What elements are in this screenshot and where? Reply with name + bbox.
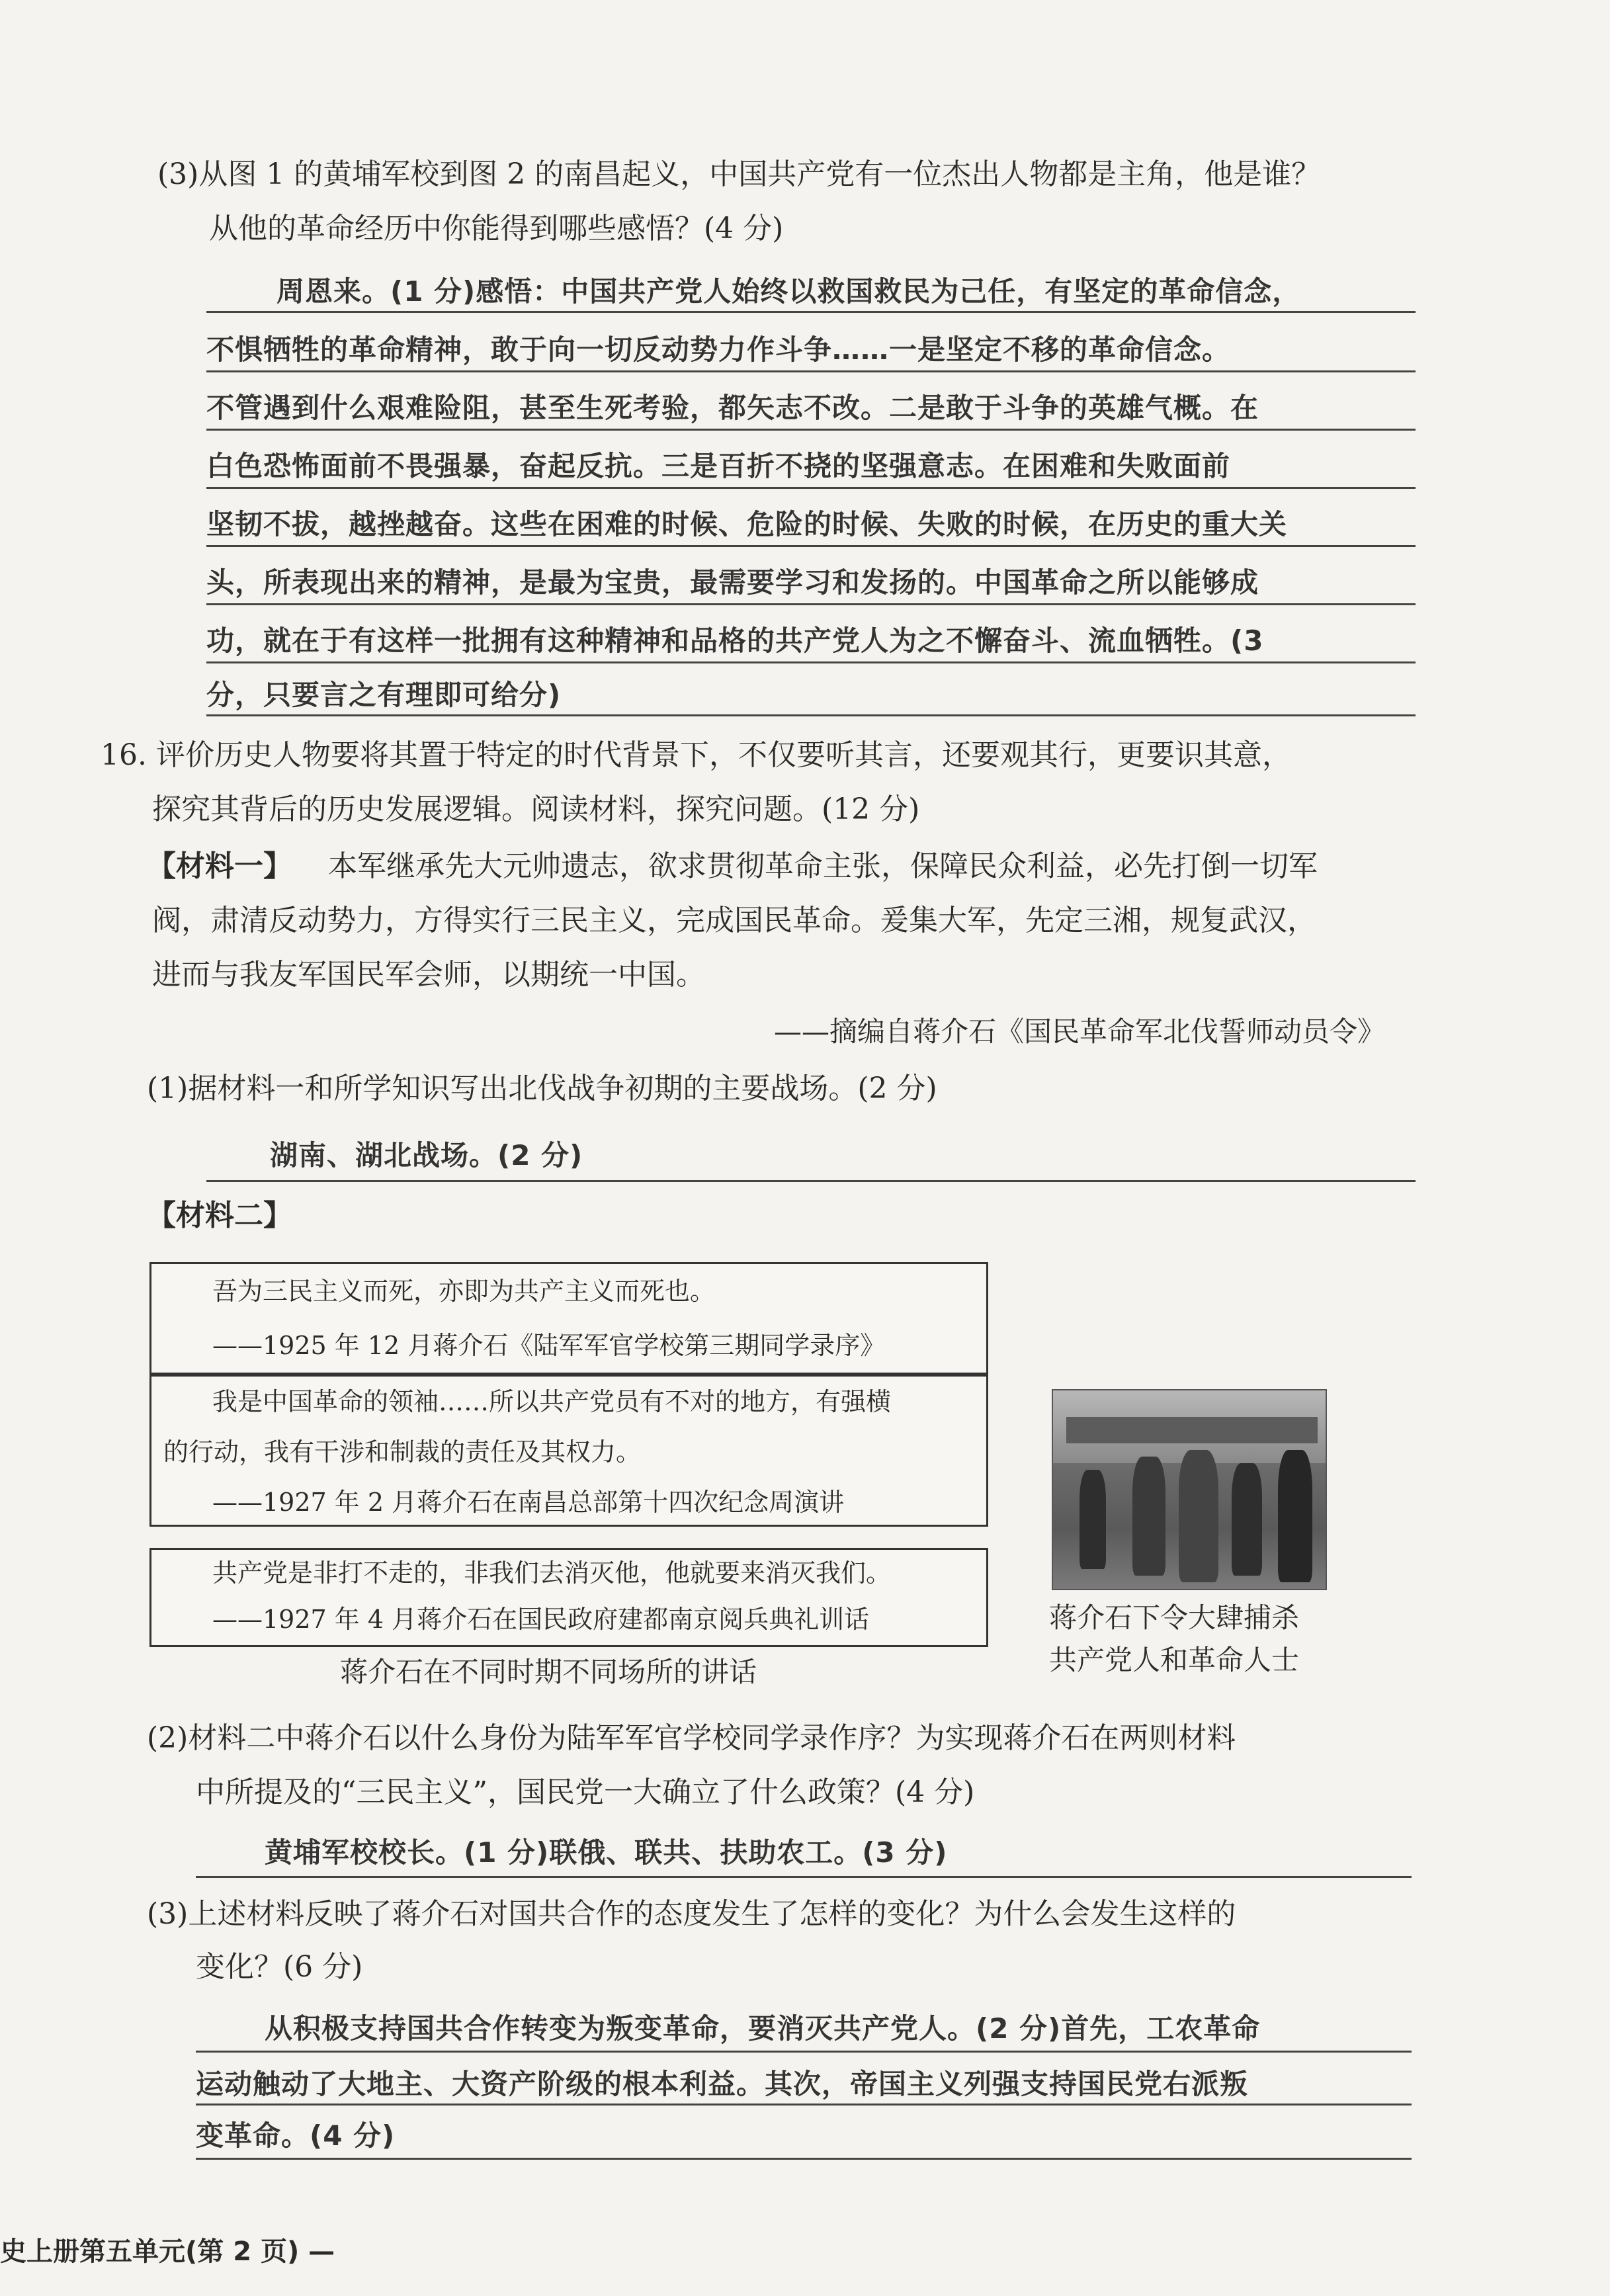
answer-line: 周恩来。(1 分)感悟：中国共产党人始终以救国救民为己任，有坚定的革命信念， xyxy=(276,275,1301,308)
photo-figure xyxy=(1278,1450,1312,1582)
answer-line: 功，就在于有这样一批拥有这种精神和品格的共产党人为之不懈奋斗、流血牺牲。(3 xyxy=(206,624,1264,657)
historical-photo xyxy=(1052,1389,1327,1590)
answer-line: 分，只要言之有理即可给分) xyxy=(206,679,562,711)
material1-line2: 阀，肃清反动势力，方得实行三民主义，完成国民革命。爰集大军，先定三湘，规复武汉， xyxy=(152,904,1316,937)
answer-line: 头，所表现出来的精神，是最为宝贵，最需要学习和发扬的。中国革命之所以能够成 xyxy=(206,566,1259,599)
photo-figure xyxy=(1132,1457,1165,1576)
answer-underline xyxy=(206,1180,1416,1182)
quote-source: ——1927 年 2 月蒋介石在南昌总部第十四次纪念周演讲 xyxy=(212,1488,845,1517)
answer-line: 变革命。(4 分) xyxy=(196,2119,396,2152)
photo-buildings xyxy=(1066,1417,1318,1443)
answer-underline xyxy=(206,545,1416,547)
page-footer: 史上册第五单元(第 2 页) — xyxy=(0,2236,335,2267)
answer-line: 从积极支持国共合作转变为叛变革命，要消灭共产党人。(2 分)首先，工农革命 xyxy=(265,2012,1261,2045)
answer-underline xyxy=(206,311,1416,313)
answer-underline xyxy=(206,603,1416,605)
q16-stem-line2: 探究其背后的历史发展逻辑。阅读材料，探究问题。(12 分) xyxy=(152,792,920,826)
q16-2-question-line1: (2)材料二中蒋介石以什么身份为陆军军官学校同学录作序？为实现蒋介石在两则材料 xyxy=(147,1721,1236,1755)
photo-figure xyxy=(1179,1450,1218,1582)
material1-line3: 进而与我友军国民军会师，以期统一中国。 xyxy=(152,958,705,992)
photo-caption-line2: 共产党人和革命人士 xyxy=(1049,1644,1300,1676)
answer-underline xyxy=(196,1876,1412,1878)
quote-text: 吾为三民主义而死，亦即为共产主义而死也。 xyxy=(212,1277,716,1306)
q16-1-answer: 湖南、湖北战场。(2 分) xyxy=(270,1139,583,1171)
answer-line: 白色恐怖面前不畏强暴，奋起反抗。三是百折不挠的坚强意志。在困难和失败面前 xyxy=(206,450,1231,482)
answer-line: 不惧牺牲的革命精神，敢于向一切反动势力作斗争……一是坚定不移的革命信念。 xyxy=(206,333,1231,366)
q16-3-question-line2: 变化？(6 分) xyxy=(196,1950,363,1984)
material1-line1 xyxy=(147,845,1318,888)
q16-stem-line1: 16. 评价历史人物要将其置于特定的时代背景下，不仅要听其言，还要观其行，更要识其意， xyxy=(101,738,1291,772)
q16-3-question-line1: (3)上述材料反映了蒋介石对国共合作的态度发生了怎样的变化？为什么会发生这样的 xyxy=(147,1897,1236,1931)
material1-source: ——摘编自蒋介石《国民革命军北伐誓师动员令》 xyxy=(773,1015,1385,1048)
photo-caption-line1: 蒋介石下令大肆捕杀 xyxy=(1049,1601,1300,1634)
quote-box-1927-apr xyxy=(149,1548,988,1647)
answer-underline xyxy=(206,661,1416,663)
answer-underline xyxy=(196,2104,1412,2105)
answer-underline xyxy=(206,487,1416,489)
answer-underline xyxy=(206,714,1416,716)
material2-tag: 【材料二】 xyxy=(147,1199,292,1232)
answer-underline xyxy=(196,2051,1412,2053)
q15-3-question-line2: 从他的革命经历中你能得到哪些感悟？(4 分) xyxy=(209,212,784,245)
quote-source: ——1925 年 12 月蒋介石《陆军军官学校第三期同学录序》 xyxy=(212,1331,886,1360)
q16-2-question-line2: 中所提及的“三民主义”，国民党一大确立了什么政策？(4 分) xyxy=(196,1775,975,1809)
material1-tag: 【材料一】 xyxy=(147,849,292,883)
photo-figure xyxy=(1232,1463,1262,1576)
answer-underline xyxy=(206,429,1416,431)
q16-2-answer: 黄埔军校校长。(1 分)联俄、联共、扶助农工。(3 分) xyxy=(265,1836,948,1869)
answer-line: 坚韧不拔，越挫越奋。这些在困难的时候、危险的时候、失败的时候，在历史的重大关 xyxy=(206,508,1288,540)
quote-text: 我是中国革命的领袖……所以共产党员有不对的地方，有强横 xyxy=(212,1387,892,1416)
quote-text: 共产党是非打不走的，非我们去消灭他，他就要来消灭我们。 xyxy=(212,1558,892,1588)
answer-underline xyxy=(206,370,1416,372)
quote-box-1925 xyxy=(149,1262,988,1375)
photo-figure xyxy=(1080,1470,1106,1569)
material1-text: 本军继承先大元帅遗志，欲求贯彻革命主张，保障民众利益，必先打倒一切军 xyxy=(328,849,1318,883)
q15-3-question-line1: (3)从图 1 的黄埔军校到图 2 的南昌起义，中国共产党有一位杰出人物都是主角，他是谁？ xyxy=(157,157,1321,191)
quote-box-1927-feb xyxy=(149,1375,988,1527)
quote-source: ——1927 年 4 月蒋介石在国民政府建都南京阅兵典礼训话 xyxy=(212,1605,870,1634)
answer-underline xyxy=(196,2158,1412,2160)
answer-line: 不管遇到什么艰难险阻，甚至生死考验，都矢志不改。二是敢于斗争的英雄气概。在 xyxy=(206,392,1259,424)
quotes-caption: 蒋介石在不同时期不同场所的讲话 xyxy=(340,1656,757,1688)
q16-1-question: (1)据材料一和所学知识写出北伐战争初期的主要战场。(2 分) xyxy=(147,1072,937,1105)
answer-line: 运动触动了大地主、大资产阶级的根本利益。其次，帝国主义列强支持国民党右派叛 xyxy=(196,2068,1249,2100)
quote-text: 的行动，我有干涉和制裁的责任及其权力。 xyxy=(163,1437,642,1467)
